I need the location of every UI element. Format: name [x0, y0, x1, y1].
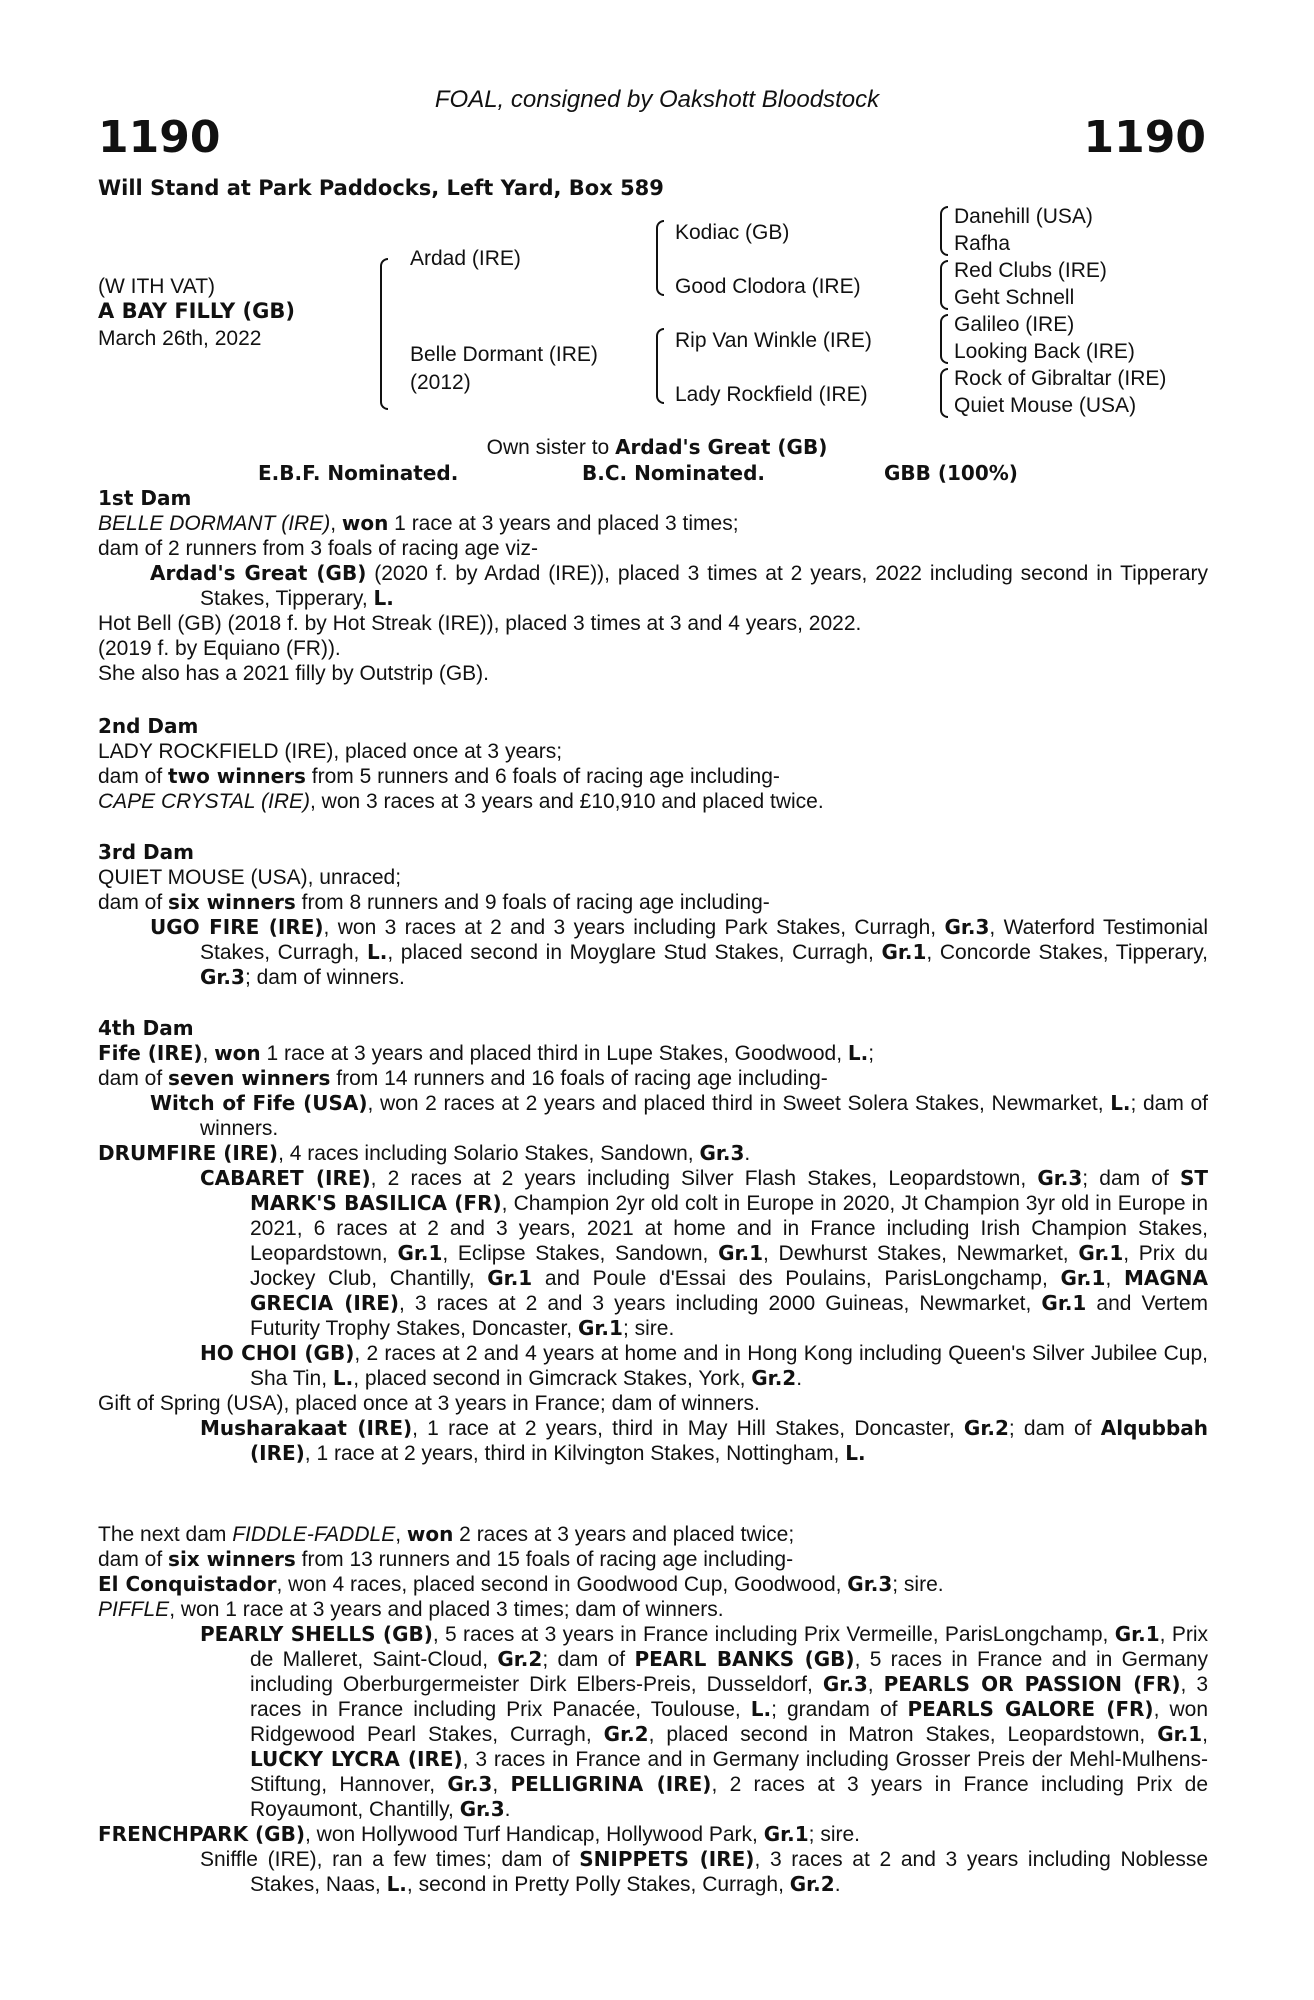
text: , 5 races in France and in Germany including Oberburgermeister Dirk Elbers-Preis, Dusseldorf,	[250, 1648, 1209, 1696]
grade: Gr.1	[1078, 1241, 1124, 1265]
text: ; grandam of	[771, 1698, 908, 1721]
grade: Gr.1	[397, 1241, 443, 1265]
pedigree-dam-dam: Lady Rockfield (IRE)	[675, 383, 868, 406]
grade: L.	[847, 1041, 869, 1065]
text: , second in Pretty Polly Stakes, Curragh,	[406, 1873, 790, 1896]
produce-entry: (2019 f. by Equiano (FR)).	[98, 637, 341, 660]
horse: PELLIGRINA (IRE)	[510, 1772, 712, 1796]
grade: Gr.1	[487, 1266, 533, 1290]
sister-note	[0, 435, 1314, 460]
pedigree-gen3-8: Quiet Mouse (USA)	[954, 394, 1137, 417]
grade: L.	[386, 1872, 407, 1896]
grade: Gr.3	[447, 1772, 493, 1796]
pedigree-brace-g4	[940, 368, 948, 418]
text: ; dam of	[1008, 1417, 1101, 1440]
text: ; sire.	[622, 1317, 675, 1340]
grade: Gr.2	[963, 1416, 1009, 1440]
dam-line: LADY ROCKFIELD (IRE), placed once at 3 years;	[98, 740, 563, 763]
grade: Gr.2	[751, 1366, 797, 1390]
section-heading: 4th Dam	[98, 1016, 194, 1040]
horse-name: A BAY FILLY (GB)	[98, 299, 295, 323]
horse: UGO FIRE (IRE)	[150, 915, 324, 939]
grade: L.	[845, 1441, 866, 1465]
text: ; dam of	[1082, 1167, 1180, 1190]
dam-line: QUIET MOUSE (USA), unraced;	[98, 866, 402, 889]
won-label: won	[214, 1041, 261, 1065]
text: , won 3 races at 2 and 3 years including Park Stakes, Curragh,	[323, 916, 945, 939]
text: , Prix du Jockey Club, Chantilly,	[250, 1242, 1208, 1290]
grade: Gr.3	[944, 915, 990, 939]
text: from 13 runners and 15 foals of racing age including-	[295, 1548, 794, 1571]
next-dam-section	[98, 1522, 1208, 1897]
bc-note: B.C. Nominated.	[582, 461, 766, 485]
horse: DRUMFIRE (IRE)	[98, 1141, 279, 1165]
pedigree-sire: Ardad (IRE)	[410, 247, 521, 270]
consignor-line: FOAL, consigned by Oakshott Bloodstock	[434, 86, 880, 113]
grade: Gr.2	[789, 1872, 835, 1896]
text: ; dam of	[542, 1648, 635, 1671]
text: .	[504, 1798, 511, 1821]
section-heading: 2nd Dam	[98, 714, 199, 738]
pedigree-sire-dam: Good Clodora (IRE)	[675, 275, 861, 298]
horse: PEARLS GALORE (FR)	[907, 1697, 1154, 1721]
produce-entry	[98, 1572, 1208, 1597]
text: ,	[395, 1523, 407, 1546]
text: , 2 races at 2 years including Silver Flash Stakes, Leopardstown,	[370, 1167, 1038, 1190]
text: , placed second in Matron Stakes, Leopardstown,	[648, 1723, 1158, 1746]
text: , 3 races at 2 and 3 years including 2000 Guineas, Newmarket,	[399, 1292, 1042, 1315]
grade: L.	[373, 586, 394, 610]
dam-line	[98, 1041, 1208, 1066]
pedigree-gen3-4: Geht Schnell	[954, 286, 1075, 309]
sister-name: Ardad's Great (GB)	[615, 435, 828, 459]
pedigree-sire-sire: Kodiac (GB)	[675, 221, 790, 244]
grade: Gr.3	[847, 1572, 893, 1596]
produce-entry	[98, 1847, 1208, 1897]
grade: Gr.1	[1041, 1291, 1087, 1315]
first-dam-section	[98, 486, 1208, 686]
text: dam of	[98, 765, 169, 788]
text: ; dam of winners.	[200, 1092, 1208, 1140]
dam-note: She also has a 2021 filly by Outstrip (GB).	[98, 662, 490, 685]
pedigree-brace-sire	[656, 220, 664, 296]
lot-number-right: 1190	[1083, 112, 1206, 163]
fourth-dam-section	[98, 1016, 1208, 1466]
pedigree-gen3-6: Looking Back (IRE)	[954, 340, 1135, 363]
text: , 1 race at 2 years, third in May Hill Stakes, Doncaster,	[412, 1417, 964, 1440]
text: , Eclipse Stakes, Sandown,	[442, 1242, 719, 1265]
second-dam-section	[98, 714, 1208, 814]
grade: L.	[367, 940, 388, 964]
horse: HO CHOI (GB)	[200, 1341, 355, 1365]
won-label: won	[406, 1522, 454, 1546]
pedigree-dam-year: (2012)	[410, 371, 471, 394]
text: (2020 f. by Ardad (IRE)), placed 3 times at 2 years, 2022 including second in Tipperary Stakes, Tipperary,	[200, 562, 1208, 610]
pedigree-brace-g3	[940, 314, 948, 364]
produce-entry	[98, 1597, 1208, 1622]
text: , won 1 race at 3 years and placed 3 times; dam of winners.	[169, 1598, 724, 1621]
text: , 3 races in France including Prix Panacée, Toulouse,	[250, 1673, 1209, 1721]
text: , 3 races at 2 and 3 years including Noblesse Stakes, Naas,	[250, 1848, 1209, 1896]
text: , placed second in Moyglare Stud Stakes, Curragh,	[387, 941, 882, 964]
text: , 2 races at 2 and 4 years at home and in Hong Kong including Queen's Silver Jubilee Cup, Sha Tin,	[250, 1342, 1208, 1390]
pedigree-brace-g1	[940, 206, 948, 256]
text: ,	[330, 512, 342, 535]
text: , Prix de Malleret, Saint-Cloud,	[250, 1623, 1208, 1671]
pedigree-gen3-5: Galileo (IRE)	[954, 313, 1075, 336]
text: dam of	[98, 1067, 169, 1090]
text: , 3 races in France and in Germany including Grosser Preis der Mehl-Mulhens-Stiftung, Hannover,	[250, 1748, 1208, 1796]
grade: Gr.3	[200, 965, 245, 989]
text: ,	[1202, 1723, 1209, 1746]
produce-entry	[98, 1091, 1208, 1141]
won-label: won	[341, 511, 389, 535]
text: ,	[1105, 1267, 1124, 1290]
pedigree-gen3-3: Red Clubs (IRE)	[954, 259, 1107, 282]
pedigree-gen3-2: Rafha	[954, 232, 1011, 255]
sister-prefix: Own sister to	[486, 436, 610, 459]
text: ; dam of winners.	[244, 966, 405, 989]
text: 1 race at 3 years and placed 3 times;	[388, 512, 739, 535]
text: , Waterford Testimonial Stakes, Curragh,	[200, 916, 1208, 964]
produce-entry	[98, 1416, 1208, 1466]
winners-count: six winners	[168, 1547, 296, 1571]
dam-line	[98, 511, 1208, 536]
section-heading: 1st Dam	[98, 486, 192, 510]
produce-entry	[98, 561, 1208, 611]
text: , won 4 races, placed second in Goodwood Cup, Goodwood,	[276, 1573, 848, 1596]
text: , placed second in Gimcrack Stakes, York,	[353, 1367, 752, 1390]
third-dam-section	[98, 840, 1208, 990]
grade: L.	[1110, 1091, 1131, 1115]
horse: MAGNA GRECIA (IRE)	[250, 1266, 1208, 1315]
text: , won Hollywood Turf Handicap, Hollywood Park,	[304, 1823, 764, 1846]
dam-summary	[98, 890, 1208, 915]
text: , 1 race at 2 years, third in Kilvington Stakes, Nottingham,	[304, 1442, 846, 1465]
text: dam of	[98, 1548, 169, 1571]
dam-name: FIDDLE-FADDLE	[232, 1523, 396, 1546]
text: dam of	[98, 891, 169, 914]
grade: Gr.3	[699, 1141, 745, 1165]
text: ;	[868, 1042, 875, 1065]
text: The next dam	[98, 1523, 233, 1546]
text: ; sire.	[892, 1573, 944, 1596]
gbb-note: GBB (100%)	[884, 461, 1018, 485]
text: , 2 races at 3 years in France including Prix de Royaumont, Chantilly,	[250, 1773, 1208, 1821]
dam-summary	[98, 1066, 1208, 1091]
vat-note: (W ITH VAT)	[98, 275, 216, 298]
stable-location: Will Stand at Park Paddocks, Left Yard, Box 589	[98, 176, 664, 200]
dam-name: BELLE DORMANT (IRE)	[98, 512, 331, 535]
text: , 4 races including Solario Stakes, Sandown,	[278, 1142, 700, 1165]
produce-entry	[98, 915, 1208, 990]
grade: Gr.1	[1114, 1622, 1160, 1646]
dam-line	[98, 1522, 1208, 1547]
text: , Dewhurst Stakes, Newmarket,	[763, 1242, 1079, 1265]
horse: LUCKY LYCRA (IRE)	[250, 1747, 463, 1771]
text: ,	[202, 1042, 215, 1065]
produce-entry	[98, 1166, 1208, 1341]
date-of-birth: March 26th, 2022	[98, 327, 262, 350]
text: ,	[492, 1773, 511, 1796]
dam-summary	[98, 1547, 1208, 1572]
grade: Gr.1	[763, 1822, 809, 1846]
horse: PEARL BANKS (GB)	[634, 1647, 855, 1671]
pedigree-gen3-7: Rock of Gibraltar (IRE)	[954, 367, 1167, 390]
produce-entry: Gift of Spring (USA), placed once at 3 years in France; dam of winners.	[98, 1392, 760, 1415]
grade: Gr.1	[718, 1241, 764, 1265]
horse: PIFFLE	[98, 1598, 170, 1621]
text: from 14 runners and 16 foals of racing age including-	[330, 1067, 828, 1090]
horse: Witch of Fife (USA)	[150, 1091, 368, 1115]
section-heading: 3rd Dam	[98, 840, 194, 864]
text: Sniffle (IRE), ran a few times; dam of	[200, 1848, 580, 1871]
horse: SNIPPETS (IRE)	[579, 1847, 755, 1871]
pedigree-dam-sire: Rip Van Winkle (IRE)	[675, 329, 872, 352]
produce-entry	[98, 1622, 1208, 1822]
horse: El Conquistador	[98, 1572, 277, 1596]
text: , Champion 2yr old colt in Europe in 2020, Jt Champion 3yr old in Europe in 2021, 6 races at 2 and 3 years, 2021 at home and in France including Irish Champion Stakes, Leopardstown,	[250, 1192, 1209, 1265]
text: , 5 races at 3 years in France including Prix Vermeille, ParisLongchamp,	[432, 1623, 1115, 1646]
text: .	[834, 1873, 841, 1896]
grade: L.	[750, 1697, 772, 1721]
text: and Poule d'Essai des Poulains, ParisLongchamp,	[532, 1267, 1061, 1290]
text: ; sire.	[808, 1823, 860, 1846]
lot-number-left: 1190	[98, 112, 221, 163]
produce-entry	[98, 1822, 1208, 1847]
grade: Gr.3	[822, 1672, 868, 1696]
grade: Gr.1	[577, 1316, 623, 1340]
horse: FRENCHPARK (GB)	[98, 1822, 305, 1846]
grade: Gr.3	[459, 1797, 505, 1821]
produce-entry	[98, 1141, 1208, 1166]
text: .	[744, 1142, 751, 1165]
horse: Ardad's Great (GB)	[150, 561, 367, 585]
winners-count: six winners	[168, 890, 296, 914]
horse: Alqubbah (IRE)	[250, 1416, 1208, 1465]
dam-summary	[98, 764, 1208, 789]
text: ,	[867, 1673, 884, 1696]
grade: Gr.2	[603, 1722, 649, 1746]
pedigree-dam: Belle Dormant (IRE)	[410, 343, 598, 366]
winners-count: two winners	[168, 764, 306, 788]
text: , won 3 races at 3 years and £10,910 and placed twice.	[310, 790, 824, 813]
produce-entry	[98, 789, 1208, 814]
winners-count: seven winners	[168, 1066, 331, 1090]
horse: PEARLS OR PASSION (FR)	[883, 1672, 1181, 1696]
pedigree-brace-g2	[940, 260, 948, 310]
grade: Gr.1	[881, 940, 927, 964]
horse: ST MARK'S BASILICA (FR)	[250, 1166, 1208, 1215]
text: 1 race at 3 years and placed third in Lupe Stakes, Goodwood,	[260, 1042, 848, 1065]
text: , won Ridgewood Pearl Stakes, Curragh,	[250, 1698, 1208, 1746]
dam-name: Fife (IRE)	[98, 1041, 203, 1065]
text: , Concorde Stakes, Tipperary,	[926, 941, 1209, 964]
text: 2 races at 3 years and placed twice;	[453, 1523, 795, 1546]
pedigree-brace-dam	[656, 328, 664, 404]
produce-entry	[98, 1341, 1208, 1391]
text: , won 2 races at 2 years and placed third in Sweet Solera Stakes, Newmarket,	[367, 1092, 1111, 1115]
horse: CAPE CRYSTAL (IRE)	[98, 790, 310, 813]
grade: Gr.1	[1157, 1722, 1203, 1746]
ebf-note: E.B.F. Nominated.	[258, 461, 459, 485]
horse: PEARLY SHELLS (GB)	[200, 1622, 433, 1646]
grade: L.	[332, 1366, 354, 1390]
pedigree-gen3-1: Danehill (USA)	[954, 205, 1093, 228]
produce-entry: Hot Bell (GB) (2018 f. by Hot Streak (IRE)), placed 3 times at 3 and 4 years, 2022.	[98, 612, 862, 635]
grade: Gr.2	[497, 1647, 543, 1671]
text: and Vertem Futurity Trophy Stakes, Doncaster,	[250, 1292, 1209, 1340]
horse: CABARET (IRE)	[200, 1166, 371, 1190]
text: .	[796, 1367, 803, 1390]
pedigree-brace-main	[380, 258, 388, 410]
text: from 5 runners and 6 foals of racing age including-	[305, 765, 780, 788]
grade: Gr.3	[1037, 1166, 1083, 1190]
text: from 8 runners and 9 foals of racing age including-	[295, 891, 770, 914]
dam-summary: dam of 2 runners from 3 foals of racing age viz-	[98, 537, 539, 560]
horse: Musharakaat (IRE)	[200, 1416, 413, 1440]
grade: Gr.1	[1060, 1266, 1106, 1290]
